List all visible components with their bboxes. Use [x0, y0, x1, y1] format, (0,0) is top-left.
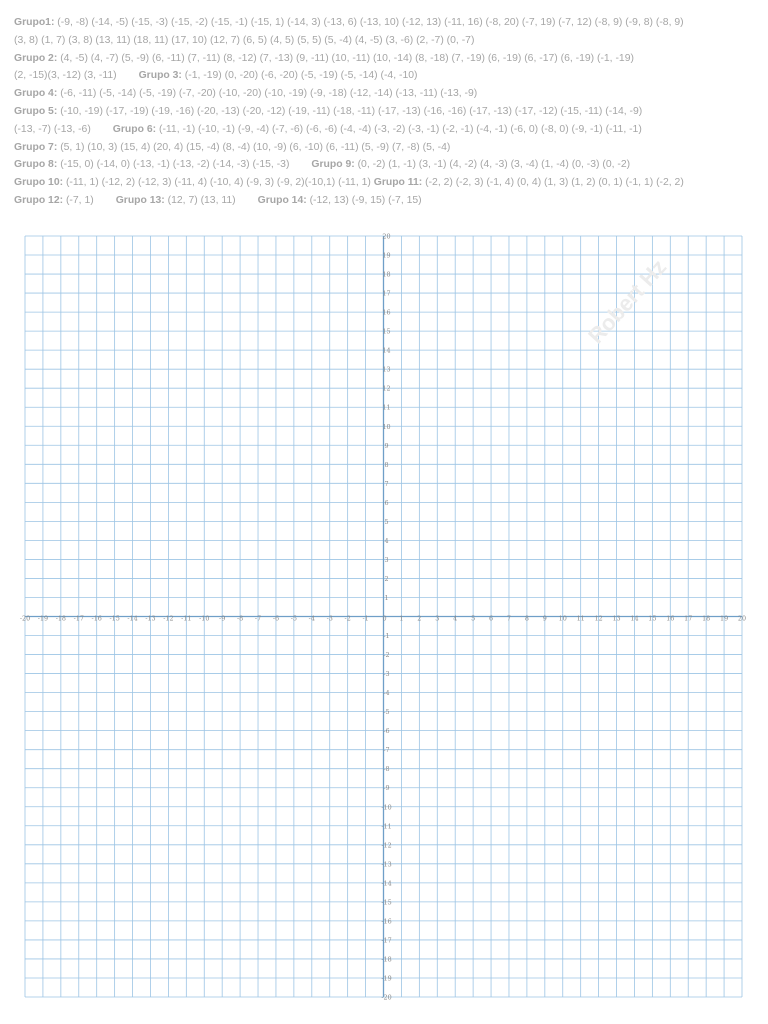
x-tick-label: -6 — [272, 614, 280, 623]
y-tick-label: -6 — [383, 727, 390, 736]
x-tick-label: -8 — [236, 614, 244, 623]
y-tick-label: 15 — [382, 327, 391, 336]
x-tick-label: 2 — [417, 614, 422, 623]
group-label: Grupo 14: — [257, 194, 307, 206]
y-tick-label: 10 — [382, 422, 391, 431]
y-tick-label: -8 — [383, 765, 390, 774]
y-tick-label: -1 — [383, 632, 390, 641]
x-tick-label: 1 — [399, 614, 404, 623]
group-points: (-10, -19) (-17, -19) (-19, -16) (-20, -13) (-20, -12) (-19, -11) (-18, -11) (-17, -13) (-16, -16) (-17, -13) (-17, -12) (-15, -11) (-14, -9) — [60, 105, 643, 117]
y-tick-label: -4 — [383, 689, 390, 698]
y-tick-label: 7 — [384, 479, 389, 488]
y-tick-label: -5 — [383, 708, 390, 717]
y-tick-label: 20 — [382, 232, 391, 241]
group-label: Grupo 11: — [373, 177, 423, 189]
y-tick-label: -18 — [381, 955, 392, 964]
group-points: (-1, -19) (0, -20) (-6, -20) (-5, -19) (-5, -14) (-4, -10) — [184, 70, 418, 82]
y-tick-label: 5 — [384, 517, 389, 526]
x-tick-label: 12 — [594, 614, 603, 623]
group-points: (-11, 1) (-12, 2) (-12, 3) (-11, 4) (-10, 4) (-9, 3) (-9, 2)(-10,1) (-11, 1) — [65, 177, 371, 189]
x-tick-label: 4 — [453, 614, 458, 623]
group-points: (-12, 13) (-9, 15) (-7, 15) — [309, 194, 422, 206]
y-tick-label: -10 — [381, 803, 392, 812]
group-points: (0, -2) (1, -1) (3, -1) (4, -2) (4, -3) (3, -4) (1, -4) (0, -3) (0, -2) — [357, 159, 631, 171]
y-tick-label: -9 — [383, 784, 390, 793]
x-tick-label: 13 — [612, 614, 621, 623]
x-tick-label: -11 — [181, 614, 192, 623]
group-label: Grupo 9: — [311, 159, 355, 171]
x-tick-label: 9 — [542, 614, 547, 623]
group-points: (3, 8) (1, 7) (3, 8) (13, 11) (18, 11) (17, 10) (12, 7) (6, 5) (4, 5) (5, 5) (5, -4) (4, -5) (3, -6) (2, -7) (0, -7) — [14, 34, 475, 46]
y-tick-label: -12 — [381, 841, 392, 850]
group-label: Grupo1: — [14, 17, 55, 28]
x-tick-label: 16 — [666, 614, 675, 623]
x-tick-label: 18 — [702, 614, 711, 623]
x-tick-label: -3 — [326, 614, 333, 623]
group-points: (-6, -11) (-5, -14) (-5, -19) (-7, -20) (-10, -20) (-10, -19) (-9, -18) (-12, -14) (-13, -11) (-13, -9) — [60, 88, 478, 100]
x-tick-label: 14 — [630, 614, 639, 623]
y-tick-label: -3 — [383, 670, 390, 679]
group-points: (-7, 1) — [65, 194, 94, 206]
y-tick-label: -17 — [381, 936, 392, 945]
y-tick-label: -14 — [381, 879, 392, 888]
group-points: (-2, 2) (-2, 3) (-1, 4) (0, 4) (1, 3) (1, 2) (0, 1) (-1, 1) (-2, 2) — [425, 177, 684, 189]
y-tick-label: 19 — [382, 251, 391, 260]
group-points: (12, 7) (13, 11) — [167, 194, 236, 206]
x-tick-label: 3 — [435, 614, 440, 623]
x-tick-label: 10 — [558, 614, 567, 623]
x-tick-label: 20 — [737, 614, 747, 623]
y-tick-label: -7 — [383, 746, 390, 755]
group-points: (2, -15)(3, -12) (3, -11) — [14, 70, 117, 82]
x-tick-label: 7 — [506, 614, 512, 623]
x-tick-label: -2 — [344, 614, 351, 623]
watermark: Robert Hz — [583, 254, 672, 349]
y-tick-label: 14 — [382, 346, 391, 355]
x-tick-label: -1 — [362, 614, 369, 623]
y-tick-label: 9 — [384, 441, 389, 450]
x-tick-label: -5 — [290, 614, 297, 623]
group-label: Grupo 4: — [14, 88, 58, 100]
x-tick-label: 15 — [648, 614, 657, 623]
x-tick-label: 6 — [489, 614, 494, 623]
x-tick-label: -7 — [254, 614, 262, 623]
x-tick-label: -12 — [163, 614, 174, 623]
group-points: (-15, 0) (-14, 0) (-13, -1) (-13, -2) (-14, -3) (-15, -3) — [60, 159, 290, 171]
y-tick-label: 6 — [384, 498, 389, 507]
group-points: (5, 1) (10, 3) (15, 4) (20, 4) (15, -4) (8, -4) (10, -9) (6, -10) (6, -11) (5, -9) (7, -8) (5, -4) — [60, 141, 451, 153]
x-tick-label: -16 — [91, 614, 102, 623]
group-points: (4, -5) (4, -7) (5, -9) (6, -11) (7, -11) (8, -12) (7, -13) (9, -11) (10, -11) (10, -14) (8, -18) (7, -19) (6, -19) (6, -17) (6, -19) (-1, -19) — [60, 52, 634, 64]
y-tick-label: -16 — [381, 917, 392, 926]
y-tick-label: -13 — [381, 860, 392, 869]
y-tick-label: 17 — [382, 289, 391, 298]
group-label: Grupo 3: — [138, 70, 182, 82]
x-tick-label: -9 — [219, 614, 226, 623]
x-tick-label: 8 — [524, 614, 529, 623]
y-tick-label: -15 — [381, 898, 392, 907]
y-tick-label: 1 — [384, 593, 389, 602]
x-tick-label: -14 — [127, 614, 138, 623]
x-tick-label: -4 — [308, 614, 315, 623]
group-label: Grupo 12: — [14, 194, 64, 206]
group-label: Grupo 5: — [14, 105, 58, 117]
group-label: Grupo 2: — [14, 52, 58, 64]
x-tick-label: 11 — [576, 614, 585, 623]
y-tick-label: 13 — [382, 365, 391, 374]
x-tick-label: -20 — [19, 614, 31, 623]
y-tick-label: 12 — [382, 384, 391, 393]
x-tick-label: 5 — [471, 614, 476, 623]
group-label: Grupo 8: — [14, 159, 58, 171]
y-tick-label: 2 — [384, 574, 389, 583]
y-tick-label: 8 — [384, 460, 389, 469]
y-tick-label: -19 — [381, 974, 392, 983]
x-tick-label: -10 — [199, 614, 210, 623]
group-label: Grupo 6: — [112, 123, 157, 135]
group-points: (-11, -1) (-10, -1) (-9, -4) (-7, -6) (-6, -6) (-4, -4) (-3, -2) (-3, -1) (-2, -1) (-4, -1) (-6, 0) (-8, 0) (-9, -1) (-11, -1) — [158, 123, 642, 135]
group-label: Grupo 13: — [115, 194, 165, 206]
group-label: Grupo 10: — [14, 177, 64, 189]
y-tick-label: -20 — [381, 993, 392, 1002]
x-tick-label: -18 — [55, 614, 66, 623]
x-tick-label: 17 — [684, 614, 693, 623]
group-label: Grupo 7: — [14, 141, 58, 153]
y-tick-label: 16 — [382, 308, 391, 317]
y-tick-label: -2 — [383, 651, 390, 660]
x-tick-label: 19 — [720, 614, 729, 623]
group-points: (-9, -8) (-14, -5) (-15, -3) (-15, -2) (-15, -1) (-15, 1) (-14, 3) (-13, 6) (-13, 10) (-12, 13) (-11, 16) (-8, 20) (-7, 19) (-7, 12) (-8, 9) (-9, 8) (-8, 9) — [57, 17, 684, 28]
x-tick-label: -15 — [109, 614, 120, 623]
y-tick-label: 18 — [382, 270, 391, 279]
group-points: (-13, -7) (-13, -6) — [14, 123, 91, 135]
x-tick-label: -17 — [73, 614, 84, 623]
x-tick-label: -19 — [37, 614, 49, 623]
y-tick-label: 3 — [384, 555, 389, 564]
y-tick-label: 11 — [382, 403, 391, 412]
y-tick-label: -11 — [381, 822, 392, 831]
y-tick-label: 4 — [384, 536, 389, 545]
x-tick-label: -13 — [145, 614, 156, 623]
origin-label: 0 — [382, 614, 387, 623]
